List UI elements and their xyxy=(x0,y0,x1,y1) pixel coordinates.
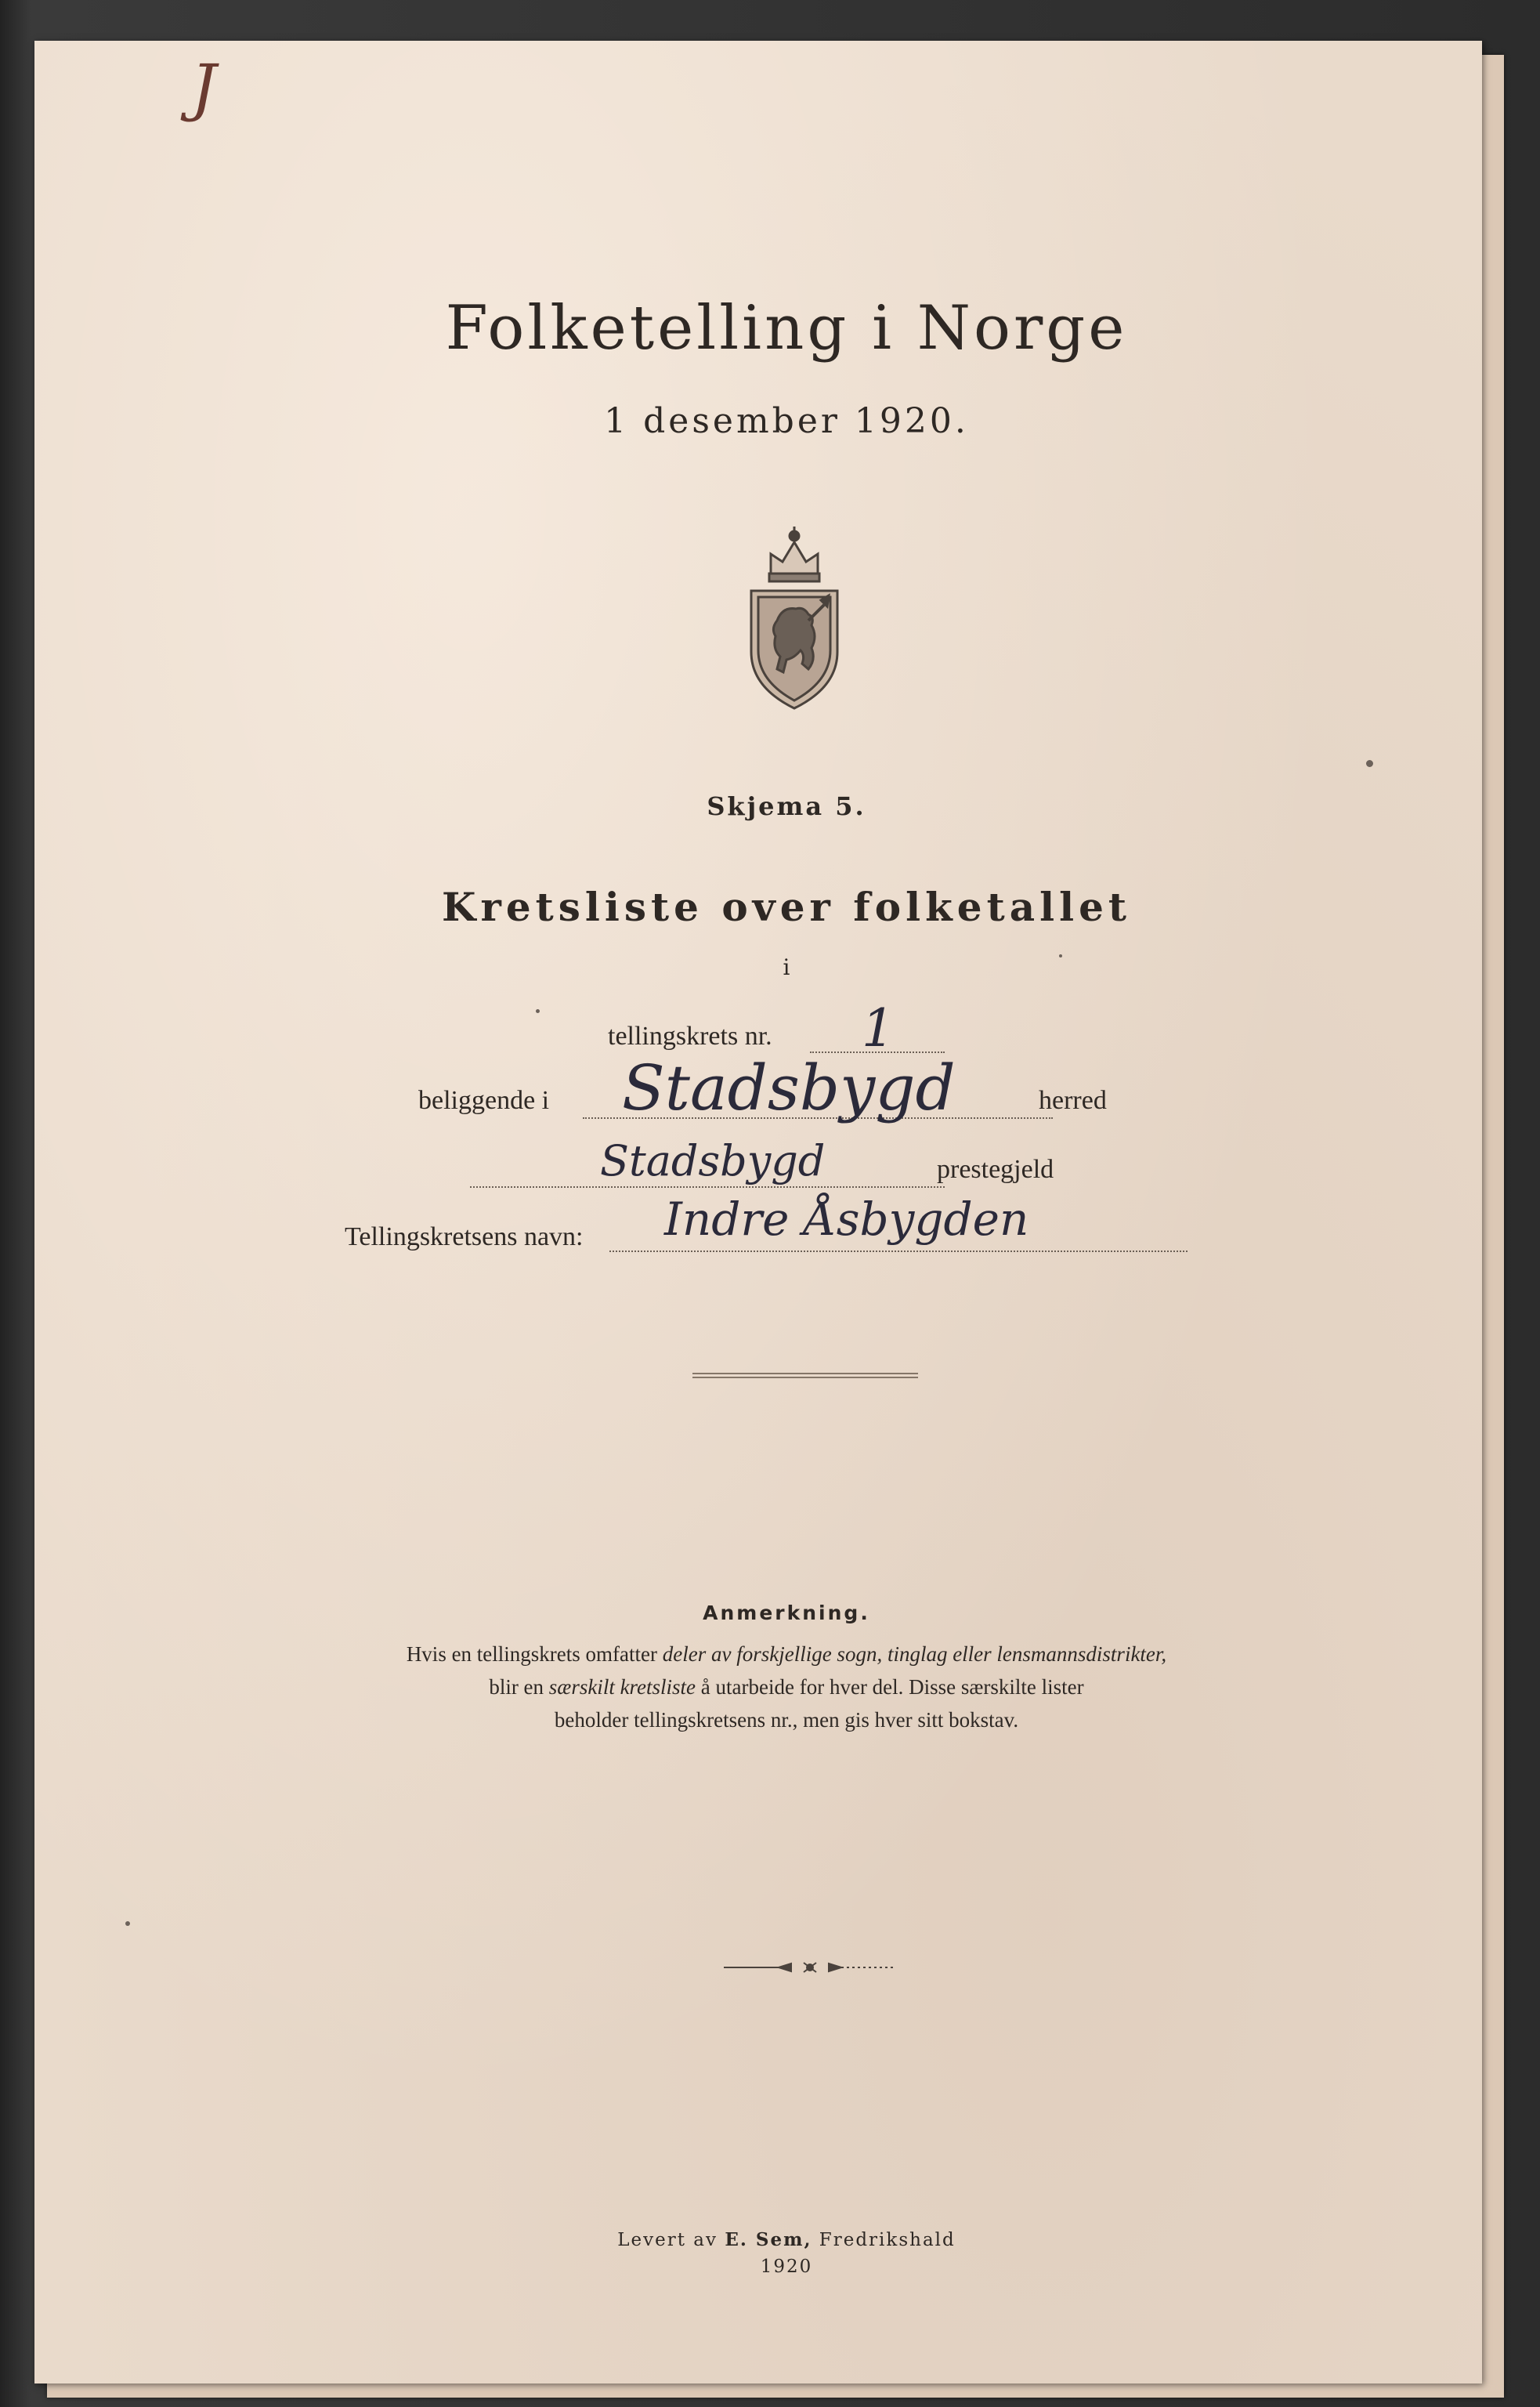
paper-speck xyxy=(125,1921,130,1926)
document-date: 1 desember 1920. xyxy=(604,401,969,441)
krets-name-value: Indre Åsbygden xyxy=(664,1193,1029,1246)
remark-line-1: Hvis en tellingskrets omfatter deler av forskjellige sogn, tinglag eller lensmannsdistrikter, xyxy=(406,1642,1167,1666)
tellingskrets-label: tellingskrets nr. xyxy=(608,1022,772,1051)
remark-text xyxy=(34,1638,1538,1736)
printer-info xyxy=(34,2227,1538,2280)
heading-connector: i xyxy=(783,954,790,980)
paper-speck xyxy=(536,1009,540,1013)
krets-name-label: Tellingskretsens navn: xyxy=(345,1222,584,1251)
printer-year: 1920 xyxy=(760,2257,813,2277)
paper-speck xyxy=(1366,760,1373,767)
remark-line-3: beholder tellingskretsens nr., men gis hver sitt bokstav. xyxy=(554,1708,1019,1732)
krets-name-line xyxy=(609,1251,1188,1252)
herred-value: Stadsbygd xyxy=(622,1051,956,1124)
section-separator xyxy=(692,1373,918,1378)
prestegjeld-line xyxy=(470,1186,945,1188)
schema-number: Skjema 5. xyxy=(707,791,866,821)
beliggende-label: beliggende i xyxy=(418,1086,550,1115)
norwegian-coat-of-arms-icon xyxy=(739,519,849,715)
corner-handwritten-mark: J xyxy=(191,51,217,124)
remark-title: Anmerkning. xyxy=(703,1602,870,1624)
decorative-ornament-icon xyxy=(724,1956,896,1979)
prestegjeld-value: Stadsbygd xyxy=(600,1136,826,1185)
tellingskrets-value: 1 xyxy=(862,998,895,1059)
herred-label: herred xyxy=(1039,1086,1107,1115)
paper-speck xyxy=(1059,954,1062,957)
census-form-page xyxy=(34,41,1482,2383)
document-title: Folketelling i Norge xyxy=(445,293,1128,364)
remark-line-2: blir en særskilt kretsliste å utarbeide for hver del. Disse særskilte lister xyxy=(489,1675,1084,1699)
prestegjeld-label: prestegjeld xyxy=(937,1155,1054,1184)
printer-line: Levert av E. Sem, Fredrikshald xyxy=(617,2229,956,2250)
form-heading: Kretsliste over folketallet xyxy=(442,884,1131,930)
